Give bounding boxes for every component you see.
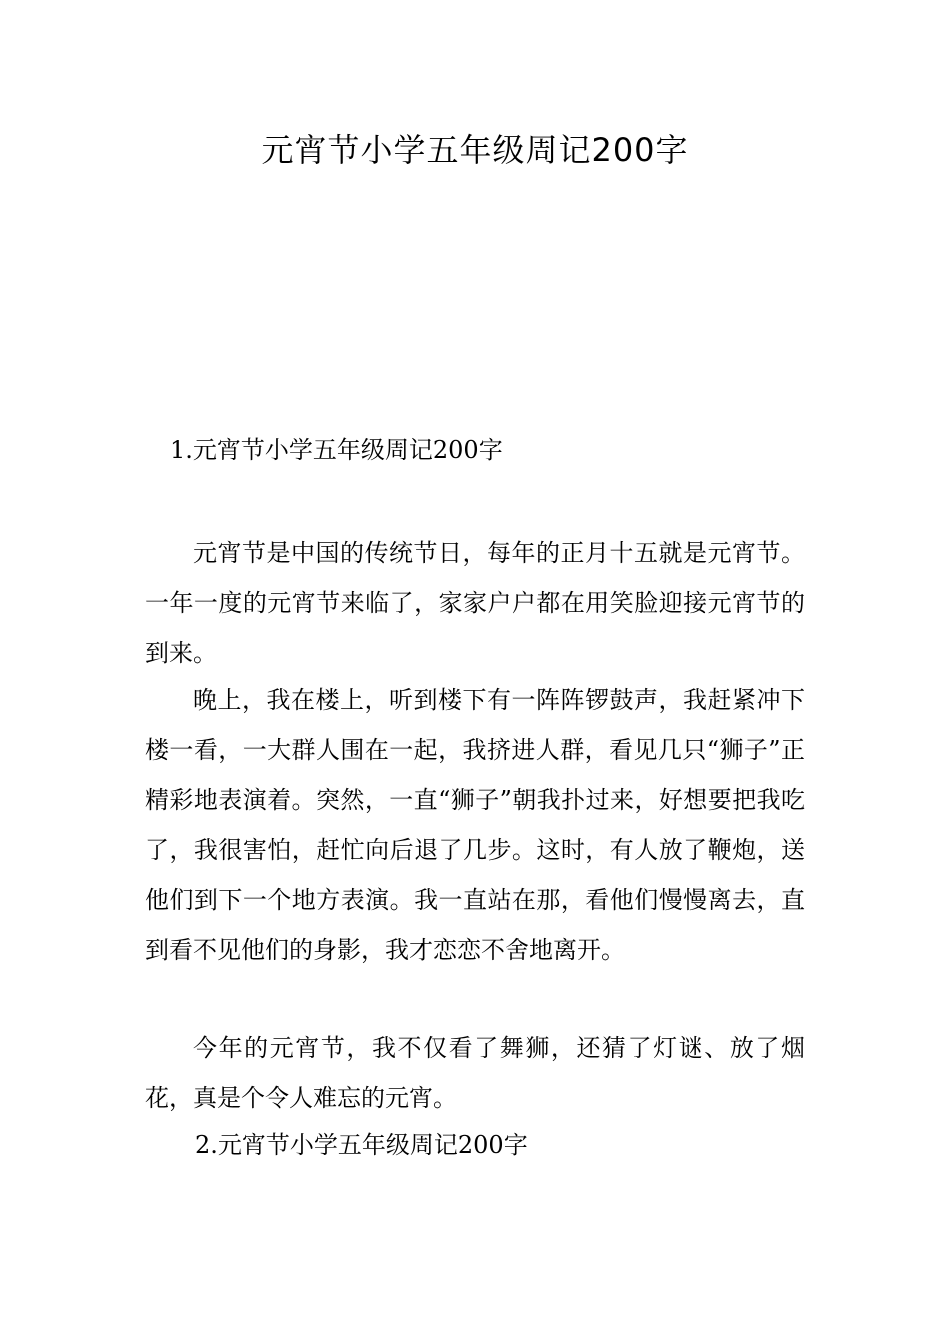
paragraph-2: 晚上，我在楼上，听到楼下有一阵阵锣鼓声，我赶紧冲下楼一看，一大群人围在一起，我挤进人群，看见几只“狮子”正精彩地表演着。突然，一直“狮子”朝我扑过来，好想要把我吃了，我很害怕，赶忙向后退了几步。这时，有人放了鞭炮，送他们到下一个地方表演。我一直站在那，看他们慢慢离去，直到看不见他们的身影，我才恋恋不舍地离开。 xyxy=(145,686,805,964)
paragraph-3: 今年的元宵节，我不仅看了舞狮，还猜了灯谜、放了烟花，真是个令人难忘的元宵。 xyxy=(145,1034,805,1112)
section-heading-2: 2.元宵节小学五年级周记200字 xyxy=(195,1131,528,1159)
paragraph-1: 元宵节是中国的传统节日，每年的正月十五就是元宵节。一年一度的元宵节来临了，家家户户都在用笑脸迎接元宵节的到来。 xyxy=(145,539,805,667)
section-heading-1: 1.元宵节小学五年级周记200字 xyxy=(170,436,503,464)
document-title: 元宵节小学五年级周记200字 xyxy=(261,131,689,169)
